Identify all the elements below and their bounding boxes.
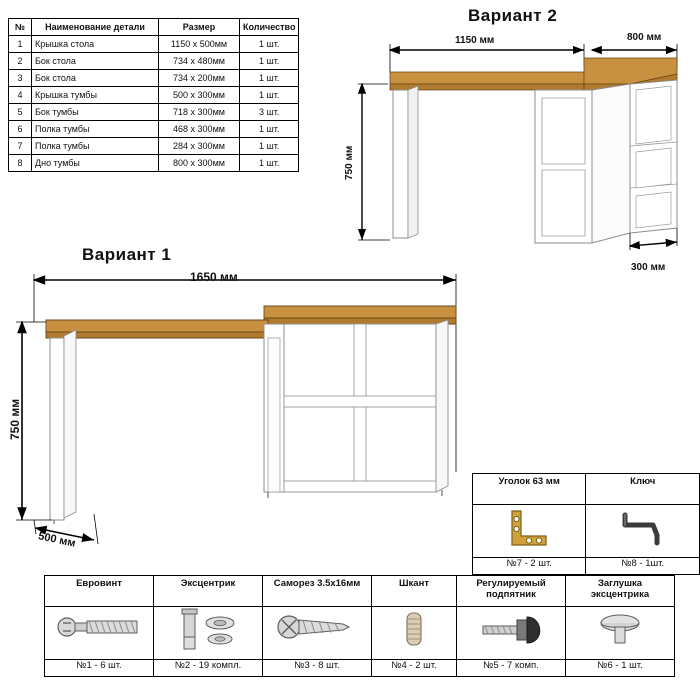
cell-size: 1150 x 500мм	[159, 36, 240, 53]
table-row	[9, 155, 299, 172]
cell-name: Бок тумбы	[32, 104, 159, 121]
adjustable-foot-icon	[457, 607, 566, 660]
cell-size: 718 x 300мм	[159, 104, 240, 121]
cell-name: Крышка стола	[32, 36, 159, 53]
cell-size: 734 x 200мм	[159, 70, 240, 87]
hardware-caption: №2 - 19 компл.	[154, 660, 263, 677]
variant-1-drawing	[6, 262, 476, 562]
variant-1-title: Вариант 1	[82, 245, 172, 264]
cell-number: 3	[9, 70, 32, 87]
cell-number: 6	[9, 121, 32, 138]
hardware-caption-row	[473, 558, 700, 575]
hardware-caption: №1 - 6 шт.	[45, 660, 154, 677]
table-row	[9, 53, 299, 70]
hardware-header-row	[473, 474, 700, 505]
table-row	[9, 87, 299, 104]
table-row	[9, 36, 299, 53]
hardware-title: Евровинт	[45, 576, 154, 607]
variant1-dim-height: 750 мм	[8, 398, 22, 440]
hardware-table-bottom	[44, 575, 675, 677]
cell-qty: 3 шт.	[240, 104, 299, 121]
cell-name: Бок стола	[32, 53, 159, 70]
header-number: №	[9, 19, 32, 36]
variant-2-title: Вариант 2	[468, 6, 558, 25]
self-tapping-screw-icon	[263, 607, 372, 660]
variant-2-drawing	[330, 28, 700, 258]
cell-qty: 1 шт.	[240, 121, 299, 138]
cell-number: 1	[9, 36, 32, 53]
cell-name: Дно тумбы	[32, 155, 159, 172]
cell-name: Крышка тумбы	[32, 87, 159, 104]
header-size: Размер	[159, 19, 240, 36]
hardware-title: Эксцентрик	[154, 576, 263, 607]
hardware-table-top	[472, 473, 700, 575]
hardware-image-row	[473, 505, 700, 558]
hardware-caption: №8 - 1шт.	[586, 558, 700, 575]
cell-name: Полка тумбы	[32, 138, 159, 155]
cam-lock-icon	[154, 607, 263, 660]
dowel-icon	[372, 607, 457, 660]
cell-number: 4	[9, 87, 32, 104]
allen-key-icon	[586, 505, 700, 558]
hardware-header-row	[45, 576, 675, 607]
cell-qty: 1 шт.	[240, 87, 299, 104]
hardware-caption: №7 - 2 шт.	[473, 558, 586, 575]
hardware-title: Заглушка эксцентрика	[566, 576, 675, 607]
variant2-dim-top-left: 1150 мм	[455, 35, 495, 46]
cell-size: 800 x 300мм	[159, 155, 240, 172]
variant2-dim-height: 750 мм	[344, 145, 355, 180]
variant2-dim-top-right: 800 мм	[627, 32, 662, 43]
table-row	[9, 121, 299, 138]
cell-name: Полка тумбы	[32, 121, 159, 138]
variant2-dim-depth: 300 мм	[631, 262, 666, 273]
hardware-title: Саморез 3.5x16мм	[263, 576, 372, 607]
corner-bracket-icon	[473, 505, 586, 558]
variant1-dim-width: 1650 мм	[190, 270, 238, 284]
euro-screw-icon	[45, 607, 154, 660]
cell-number: 2	[9, 53, 32, 70]
hardware-title: Шкант	[372, 576, 457, 607]
cell-qty: 1 шт.	[240, 70, 299, 87]
cell-qty: 1 шт.	[240, 138, 299, 155]
hardware-image-row	[45, 607, 675, 660]
cell-number: 5	[9, 104, 32, 121]
hardware-title: Регулируемый подпятник	[457, 576, 566, 607]
hardware-caption: №5 - 7 комп.	[457, 660, 566, 677]
cam-cover-icon	[566, 607, 675, 660]
cell-size: 734 x 480мм	[159, 53, 240, 70]
cell-size: 284 x 300мм	[159, 138, 240, 155]
cell-qty: 1 шт.	[240, 53, 299, 70]
hardware-caption: №6 - 1 шт.	[566, 660, 675, 677]
hardware-title: Уголок 63 мм	[473, 474, 586, 505]
table-row	[9, 138, 299, 155]
hardware-caption: №4 - 2 шт.	[372, 660, 457, 677]
cell-number: 7	[9, 138, 32, 155]
cell-qty: 1 шт.	[240, 36, 299, 53]
table-row	[9, 104, 299, 121]
hardware-title: Ключ	[586, 474, 700, 505]
parts-table	[8, 18, 299, 172]
header-part-name: Наименование детали	[32, 19, 159, 36]
cell-size: 500 x 300мм	[159, 87, 240, 104]
cell-number: 8	[9, 155, 32, 172]
hardware-caption-row	[45, 660, 675, 677]
table-header-row	[9, 19, 299, 36]
header-quantity: Количество	[240, 19, 299, 36]
variant1-dim-depth: 500 мм	[37, 530, 77, 550]
table-row	[9, 70, 299, 87]
cell-qty: 1 шт.	[240, 155, 299, 172]
cell-size: 468 x 300мм	[159, 121, 240, 138]
cell-name: Бок стола	[32, 70, 159, 87]
hardware-caption: №3 - 8 шт.	[263, 660, 372, 677]
